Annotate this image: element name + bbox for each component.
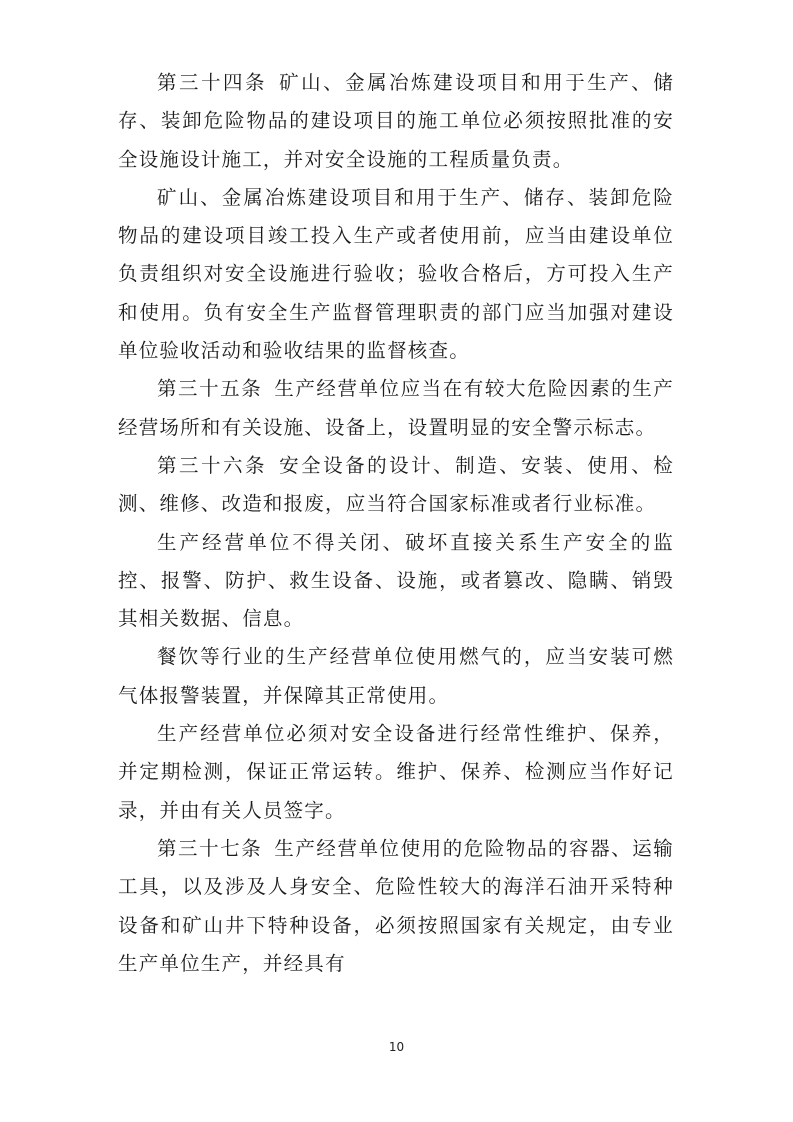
document-body xyxy=(118,64,674,983)
paragraph-article-34 xyxy=(118,64,674,179)
article-number: 第三十五条 xyxy=(157,377,263,401)
article-number: 第三十四条 xyxy=(157,71,268,94)
paragraph-article-34-clause-2 xyxy=(118,179,674,370)
paragraph-text: 矿山、金属冶炼建设项目和用于生产、储存、装卸危险物品的建设项目竣工投入生产或者使用前，应当由建设单位负责组织对安全设施进行验收；验收合格后，方可投入生产和使用。负有安全生产监督管理职责的部门应当加强对建设单位验收活动和验收结果的监督核查。 xyxy=(118,185,674,363)
paragraph-article-36-clause-2 xyxy=(118,524,674,639)
paragraph-text: 安全设备的设计、制造、安装、使用、检测、维修、改造和报废，应当符合国家标准或者行业标准。 xyxy=(118,453,674,516)
paragraph-text: 生产经营单位不得关闭、破坏直接关系生产安全的监控、报警、防护、救生设备、设施，或者篡改、隐瞒、销毁其相关数据、信息。 xyxy=(118,530,674,631)
paragraph-article-36-clause-3 xyxy=(118,638,674,715)
paragraph-text: 生产经营单位使用的危险物品的容器、运输工具，以及涉及人身安全、危险性较大的海洋石油开采特种设备和矿山井下特种设备，必须按照国家有关规定，由专业生产单位生产，并经具有 xyxy=(118,836,674,975)
paragraph-article-37 xyxy=(118,830,674,983)
paragraph-text: 矿山、金属冶炼建设项目和用于生产、储存、装卸危险物品的建设项目的施工单位必须按照批准的安全设施设计施工，并对安全设施的工程质量负责。 xyxy=(118,71,674,171)
paragraph-article-35 xyxy=(118,370,674,447)
paragraph-article-36-clause-4 xyxy=(118,715,674,830)
article-number: 第三十七条 xyxy=(157,836,263,860)
paragraph-text: 生产经营单位应当在有较大危险因素的生产经营场所和有关设施、设备上，设置明显的安全警示标志。 xyxy=(118,377,674,439)
paragraph-article-36 xyxy=(118,447,674,524)
article-number: 第三十六条 xyxy=(157,453,268,477)
paragraph-text: 生产经营单位必须对安全设备进行经常性维护、保养，并定期检测，保证正常运转。维护、保养、检测应当作好记录，并由有关人员签字。 xyxy=(118,722,674,822)
paragraph-text: 餐饮等行业的生产经营单位使用燃气的，应当安装可燃气体报警装置，并保障其正常使用。 xyxy=(118,645,674,707)
page-number: 10 xyxy=(388,1040,405,1054)
